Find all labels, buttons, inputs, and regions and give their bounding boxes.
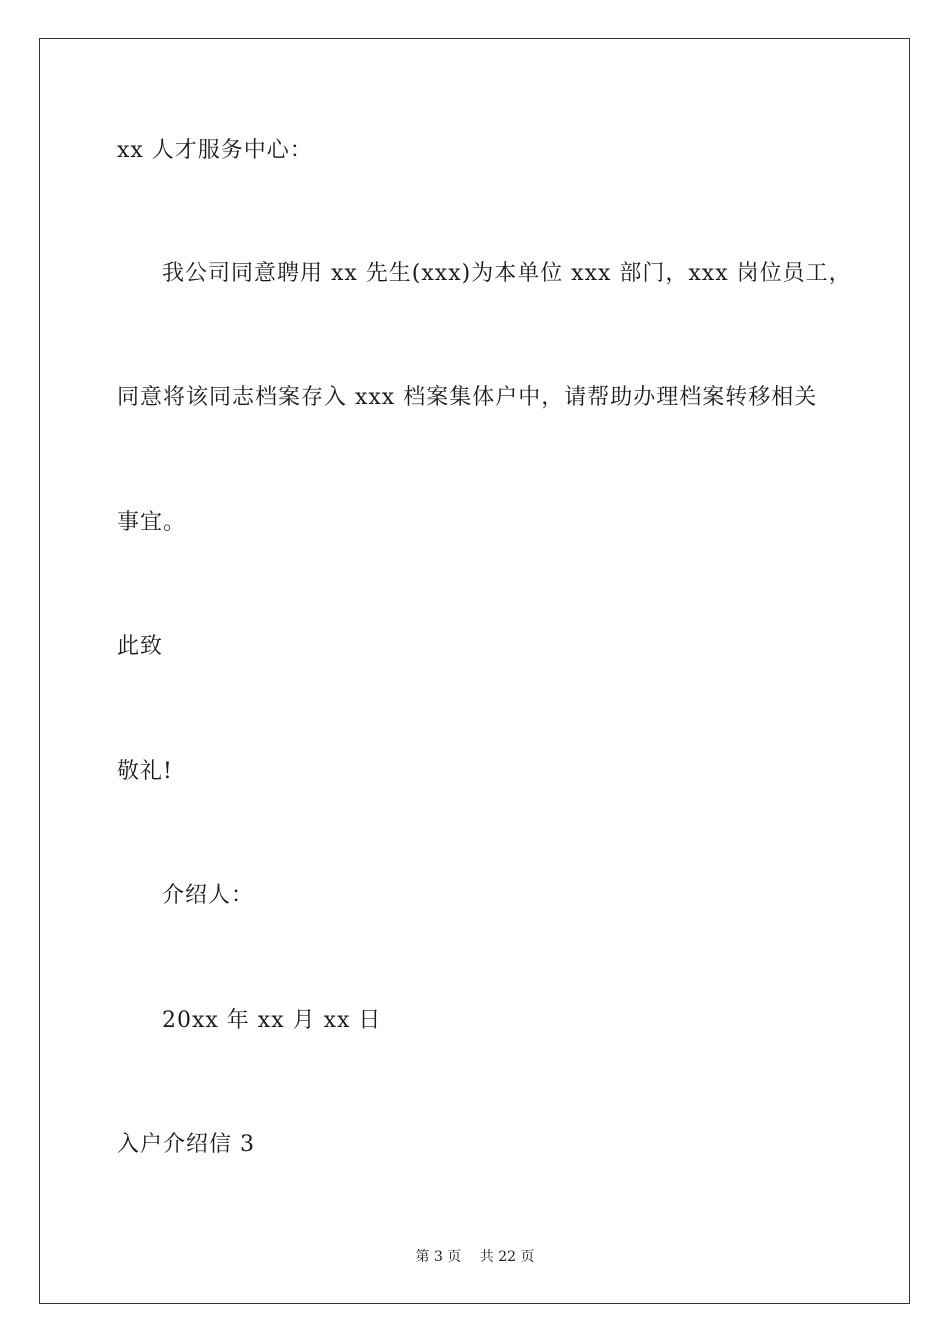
salutation-line: xx 人才服务中心： (117, 138, 313, 163)
introducer-label: 介绍人： (162, 883, 255, 908)
body-paragraph-line-3: 事宜。 (117, 510, 187, 535)
page-frame (39, 38, 910, 1304)
closing-line-1: 此致 (117, 634, 164, 659)
page-number-footer: 第 3 页 共 22 页 (415, 1249, 535, 1265)
section-heading: 入户介绍信 3 (117, 1132, 255, 1157)
body-paragraph-line-1: 我公司同意聘用 xx 先生(xxx)为本单位 xxx 部门，xxx 岗位员工， (162, 261, 852, 286)
date-line: 20xx 年 xx 月 xx 日 (162, 1008, 382, 1033)
body-paragraph-line-2: 同意将该同志档案存入 xxx 档案集体户中，请帮助办理档案转移相关 (117, 385, 818, 410)
closing-line-2: 敬礼! (117, 759, 173, 784)
